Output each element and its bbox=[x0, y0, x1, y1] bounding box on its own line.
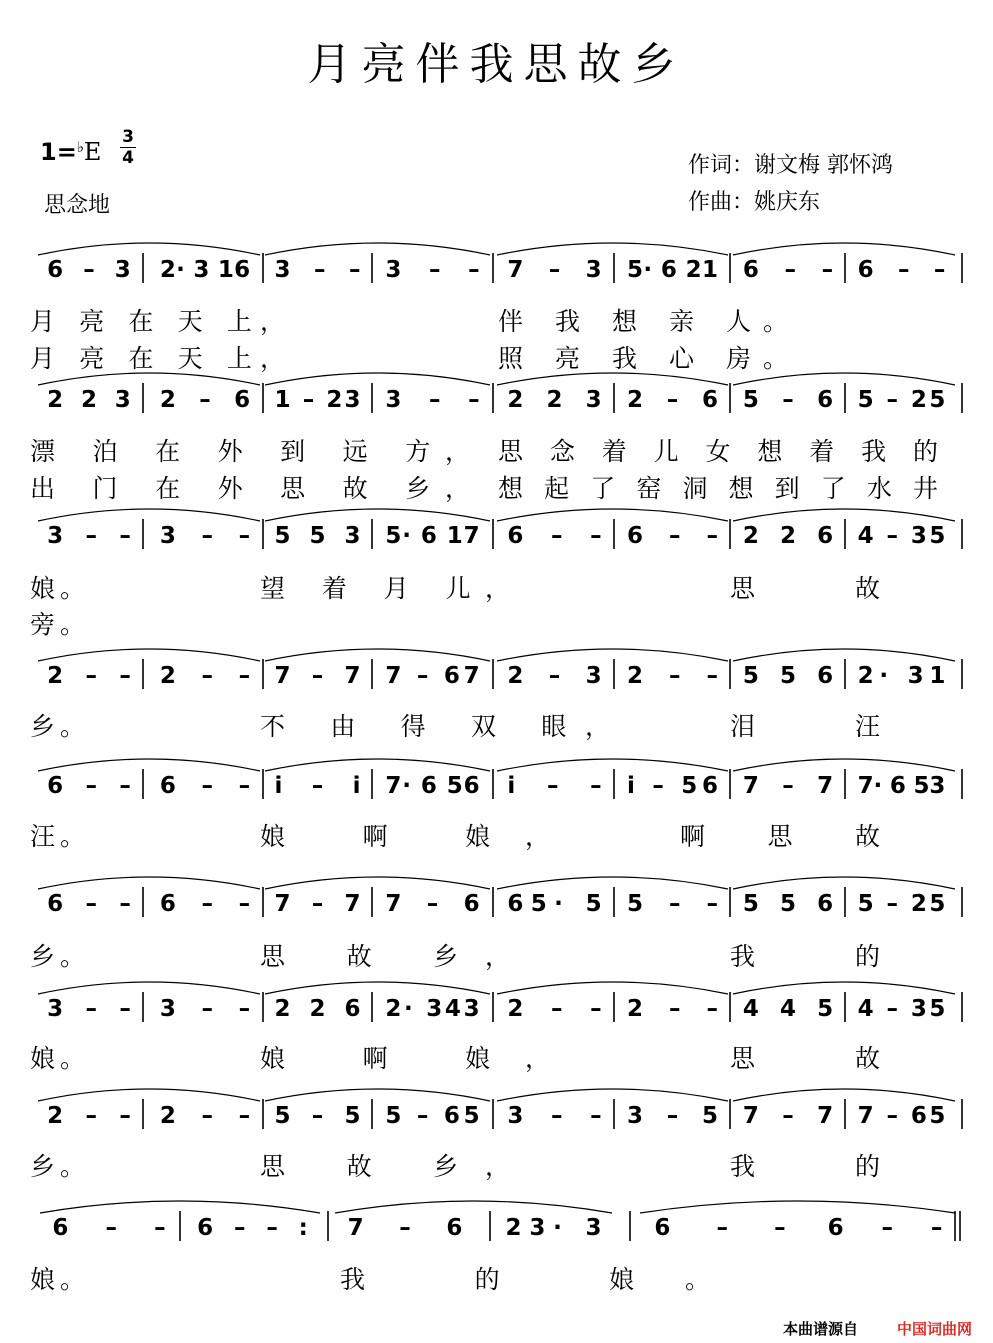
notation-bar: 7 – 65 bbox=[857, 1103, 946, 1129]
lyric-segment: 月 亮 在 天 上， bbox=[30, 307, 285, 336]
notation-bar: 5 – 65 bbox=[385, 1103, 480, 1129]
notation-bar: 6 – – bbox=[159, 773, 251, 799]
notation-bar: 4 4 5 bbox=[742, 996, 834, 1022]
lyric-segment: 我 的 bbox=[730, 942, 880, 971]
lyric-segment: 娘。 bbox=[30, 1265, 85, 1294]
notation-bar: 2 – – bbox=[159, 663, 251, 689]
notation-bar: 5 5 6 bbox=[742, 663, 834, 689]
lyric-segment: 我 的 娘。 bbox=[340, 1265, 710, 1294]
notation-bar: 7 – 7 bbox=[274, 663, 361, 689]
notation-bar: 2 – – bbox=[159, 1103, 251, 1129]
notation-bar: 3 – – bbox=[507, 1103, 602, 1129]
notation-bar: 2 – – bbox=[626, 996, 719, 1022]
notation-bar: 6 – – bbox=[47, 773, 131, 799]
slur-arc bbox=[265, 649, 490, 661]
slur-arc bbox=[733, 243, 955, 255]
notation-bar: 6 – – bbox=[626, 523, 719, 549]
notation-bar: 3 – 5 bbox=[626, 1103, 719, 1129]
notation-bar: 7 – 3 bbox=[507, 257, 602, 283]
notation-bar: 7· 6 53 bbox=[857, 773, 946, 799]
slur-arc bbox=[733, 759, 955, 771]
slur-arc bbox=[497, 1089, 728, 1101]
notation-bar: 2 2 3 bbox=[507, 387, 602, 413]
notation-bar: 5 – 6 bbox=[742, 387, 834, 413]
notation-bar: 3 – – bbox=[385, 387, 480, 413]
notation-bar: 6 – – bbox=[507, 523, 602, 549]
slur-arc bbox=[733, 509, 955, 521]
notation-bar: 6 – – bbox=[52, 1215, 166, 1241]
lyric-segment: 娘。 bbox=[30, 574, 85, 603]
notation-bar: 7 – 6 bbox=[385, 891, 480, 917]
slur-arc bbox=[265, 243, 490, 255]
notation-bar: 4 – 35 bbox=[857, 996, 946, 1022]
notation-bar: 5· 6 21 bbox=[626, 257, 719, 283]
notation-bar: 4 – 35 bbox=[857, 523, 946, 549]
slur-arc bbox=[38, 1089, 260, 1101]
notation-bar: 6 – – bbox=[654, 1215, 786, 1241]
meter-bottom: 4 bbox=[120, 147, 136, 168]
notation-bar: 2· 31 bbox=[857, 663, 946, 689]
notation-bar: 6 – – bbox=[159, 891, 251, 917]
lyric-segment: 娘。 bbox=[30, 1044, 85, 1073]
notation-bar: 65· 5 bbox=[507, 891, 602, 917]
source-site-link[interactable]: 中国词曲网 bbox=[897, 1320, 973, 1338]
notation-bar: 5 – 25 bbox=[857, 387, 946, 413]
notation-bar: 7 – 7 bbox=[274, 891, 361, 917]
notation-bar: 3 – – bbox=[159, 523, 251, 549]
key-note: E bbox=[83, 138, 102, 166]
notation-bar: 7 – 7 bbox=[742, 1103, 834, 1129]
lyric-segment: 出 门 在 外 思 故 乡， bbox=[30, 474, 470, 503]
slur-arc bbox=[38, 649, 260, 661]
slur-arc bbox=[265, 982, 490, 994]
lyric-segment: 泪 汪 bbox=[730, 712, 880, 741]
notation-bar: 6 – – : bbox=[197, 1215, 308, 1241]
notation-bar: 2 – – bbox=[507, 996, 602, 1022]
notation-bar: 3 – – bbox=[47, 996, 131, 1022]
lyric-segment: 乡。 bbox=[30, 1152, 85, 1181]
notation-bar: i – 56 bbox=[626, 773, 719, 799]
notation-bar: 7· 6 56 bbox=[385, 773, 480, 799]
notation-bar: 6 – – bbox=[742, 257, 834, 283]
lyric-segment: 思 故 bbox=[730, 574, 880, 603]
notation-bar: 6 – 3 bbox=[47, 257, 131, 283]
notation-bar: 2 – – bbox=[47, 1103, 131, 1129]
lyric-segment: 伴 我 想 亲 人。 bbox=[498, 307, 788, 336]
key-prefix: 1= bbox=[40, 138, 77, 166]
notation-bar: 3 – – bbox=[47, 523, 131, 549]
notation-bar: 2 2 3 bbox=[47, 387, 131, 413]
slur-arc bbox=[497, 243, 728, 255]
slur-arc bbox=[38, 243, 260, 255]
notation-bar: 5 – – bbox=[626, 891, 719, 917]
slur-arc bbox=[265, 1089, 490, 1101]
notation-bar: i – i bbox=[274, 773, 361, 799]
notation-bar: 7 – 6 bbox=[347, 1215, 463, 1241]
lyricist-credit: 作词：谢文梅 郭怀鸿 bbox=[688, 153, 893, 178]
lyric-segment: 我 的 bbox=[730, 1152, 880, 1181]
slur-arc bbox=[497, 509, 728, 521]
lyric-segment: 思 故 bbox=[730, 1044, 880, 1073]
notation-bar: i – – bbox=[507, 773, 602, 799]
slur-arc bbox=[497, 649, 728, 661]
notation-bar: 2· 3 16 bbox=[159, 257, 251, 283]
slur-arc bbox=[733, 877, 955, 889]
slur-arc bbox=[265, 759, 490, 771]
lyric-segment: 照 亮 我 心 房。 bbox=[498, 344, 788, 373]
lyric-segment: 娘 啊 娘， bbox=[260, 1044, 550, 1073]
slur-arc bbox=[640, 1201, 955, 1213]
notation-bar: 2 – 3 bbox=[507, 663, 602, 689]
slur-arc bbox=[497, 373, 728, 385]
notation-bar: 2 – 6 bbox=[159, 387, 251, 413]
slur-arc bbox=[38, 759, 260, 771]
notation-bar: 2· 343 bbox=[385, 996, 480, 1022]
tempo-marking: 思念地 bbox=[44, 193, 111, 218]
lyric-segment: 乡。 bbox=[30, 712, 85, 741]
lyric-segment: 漂 泊 在 外 到 远 方， bbox=[30, 437, 470, 466]
lyric-segment: 乡。 bbox=[30, 942, 85, 971]
notation-bar: 6 – – bbox=[47, 891, 131, 917]
notation-bar: 2 2 6 bbox=[742, 523, 834, 549]
lyric-segment: 想 起 了 窑 洞 想 到 了 水 井 bbox=[498, 474, 938, 503]
slur-arc bbox=[265, 509, 490, 521]
lyric-segment: 思 故 乡， bbox=[260, 1152, 510, 1181]
notation-bar: 7 – 7 bbox=[742, 773, 834, 799]
notation-bar: 3 – – bbox=[159, 996, 251, 1022]
lyric-segment: 望 着 月 儿， bbox=[260, 574, 510, 603]
slur-arc bbox=[497, 982, 728, 994]
lyric-segment: 旁。 bbox=[30, 610, 85, 639]
song-title: 月亮伴我思故乡 bbox=[307, 39, 686, 90]
notation-bar: 2 – 6 bbox=[626, 387, 719, 413]
slur-arc bbox=[733, 373, 955, 385]
meter-top: 3 bbox=[122, 127, 134, 147]
notation-bar: 5 – 5 bbox=[274, 1103, 361, 1129]
notation-bar: 5 – 25 bbox=[857, 891, 946, 917]
slur-arc bbox=[265, 373, 490, 385]
slur-arc bbox=[265, 877, 490, 889]
notation-bar: 6 – – bbox=[827, 1215, 943, 1241]
lyric-segment: 不 由 得 双 眼， bbox=[260, 712, 610, 741]
notation-bar: 3 – – bbox=[274, 257, 361, 283]
lyric-segment: 思 念 着 儿 女 想 着 我 的 bbox=[498, 437, 938, 466]
slur-arc bbox=[733, 982, 955, 994]
lyric-segment: 月 亮 在 天 上， bbox=[30, 344, 285, 373]
notation-bar: 1 – 23 bbox=[274, 387, 361, 413]
notation-bar: 2 2 6 bbox=[274, 996, 361, 1022]
flat-symbol: ♭ bbox=[76, 138, 84, 156]
slur-arc bbox=[38, 373, 260, 385]
composer-credit: 作曲：姚庆东 bbox=[688, 190, 821, 215]
slur-arc bbox=[38, 509, 260, 521]
slur-arc bbox=[335, 1201, 612, 1213]
notation-bar: 7 – 67 bbox=[385, 663, 480, 689]
notation-bar: 2 – – bbox=[626, 663, 719, 689]
lyric-segment: 娘 啊 娘， bbox=[260, 822, 550, 851]
notation-bar: 5 5 6 bbox=[742, 891, 834, 917]
slur-arc bbox=[38, 982, 260, 994]
notation-bar: 5 5 3 bbox=[274, 523, 361, 549]
lyric-segment: 汪。 bbox=[30, 822, 85, 851]
slur-arc bbox=[733, 1089, 955, 1101]
notation-bar: 3 – – bbox=[385, 257, 480, 283]
notation-bar: 6 – – bbox=[857, 257, 946, 283]
lyric-segment: 思 故 乡， bbox=[260, 942, 510, 971]
slur-arc bbox=[497, 759, 728, 771]
slur-arc bbox=[38, 877, 260, 889]
slur-arc bbox=[733, 649, 955, 661]
source-label: 本曲谱源自 bbox=[783, 1320, 859, 1338]
notation-bar: 2 – – bbox=[47, 663, 131, 689]
notation-bar: 23· 3 bbox=[505, 1215, 602, 1241]
lyric-segment: 啊 思 故 bbox=[680, 822, 880, 851]
notation-bar: 5· 6 17 bbox=[385, 523, 480, 549]
slur-arc bbox=[497, 877, 728, 889]
